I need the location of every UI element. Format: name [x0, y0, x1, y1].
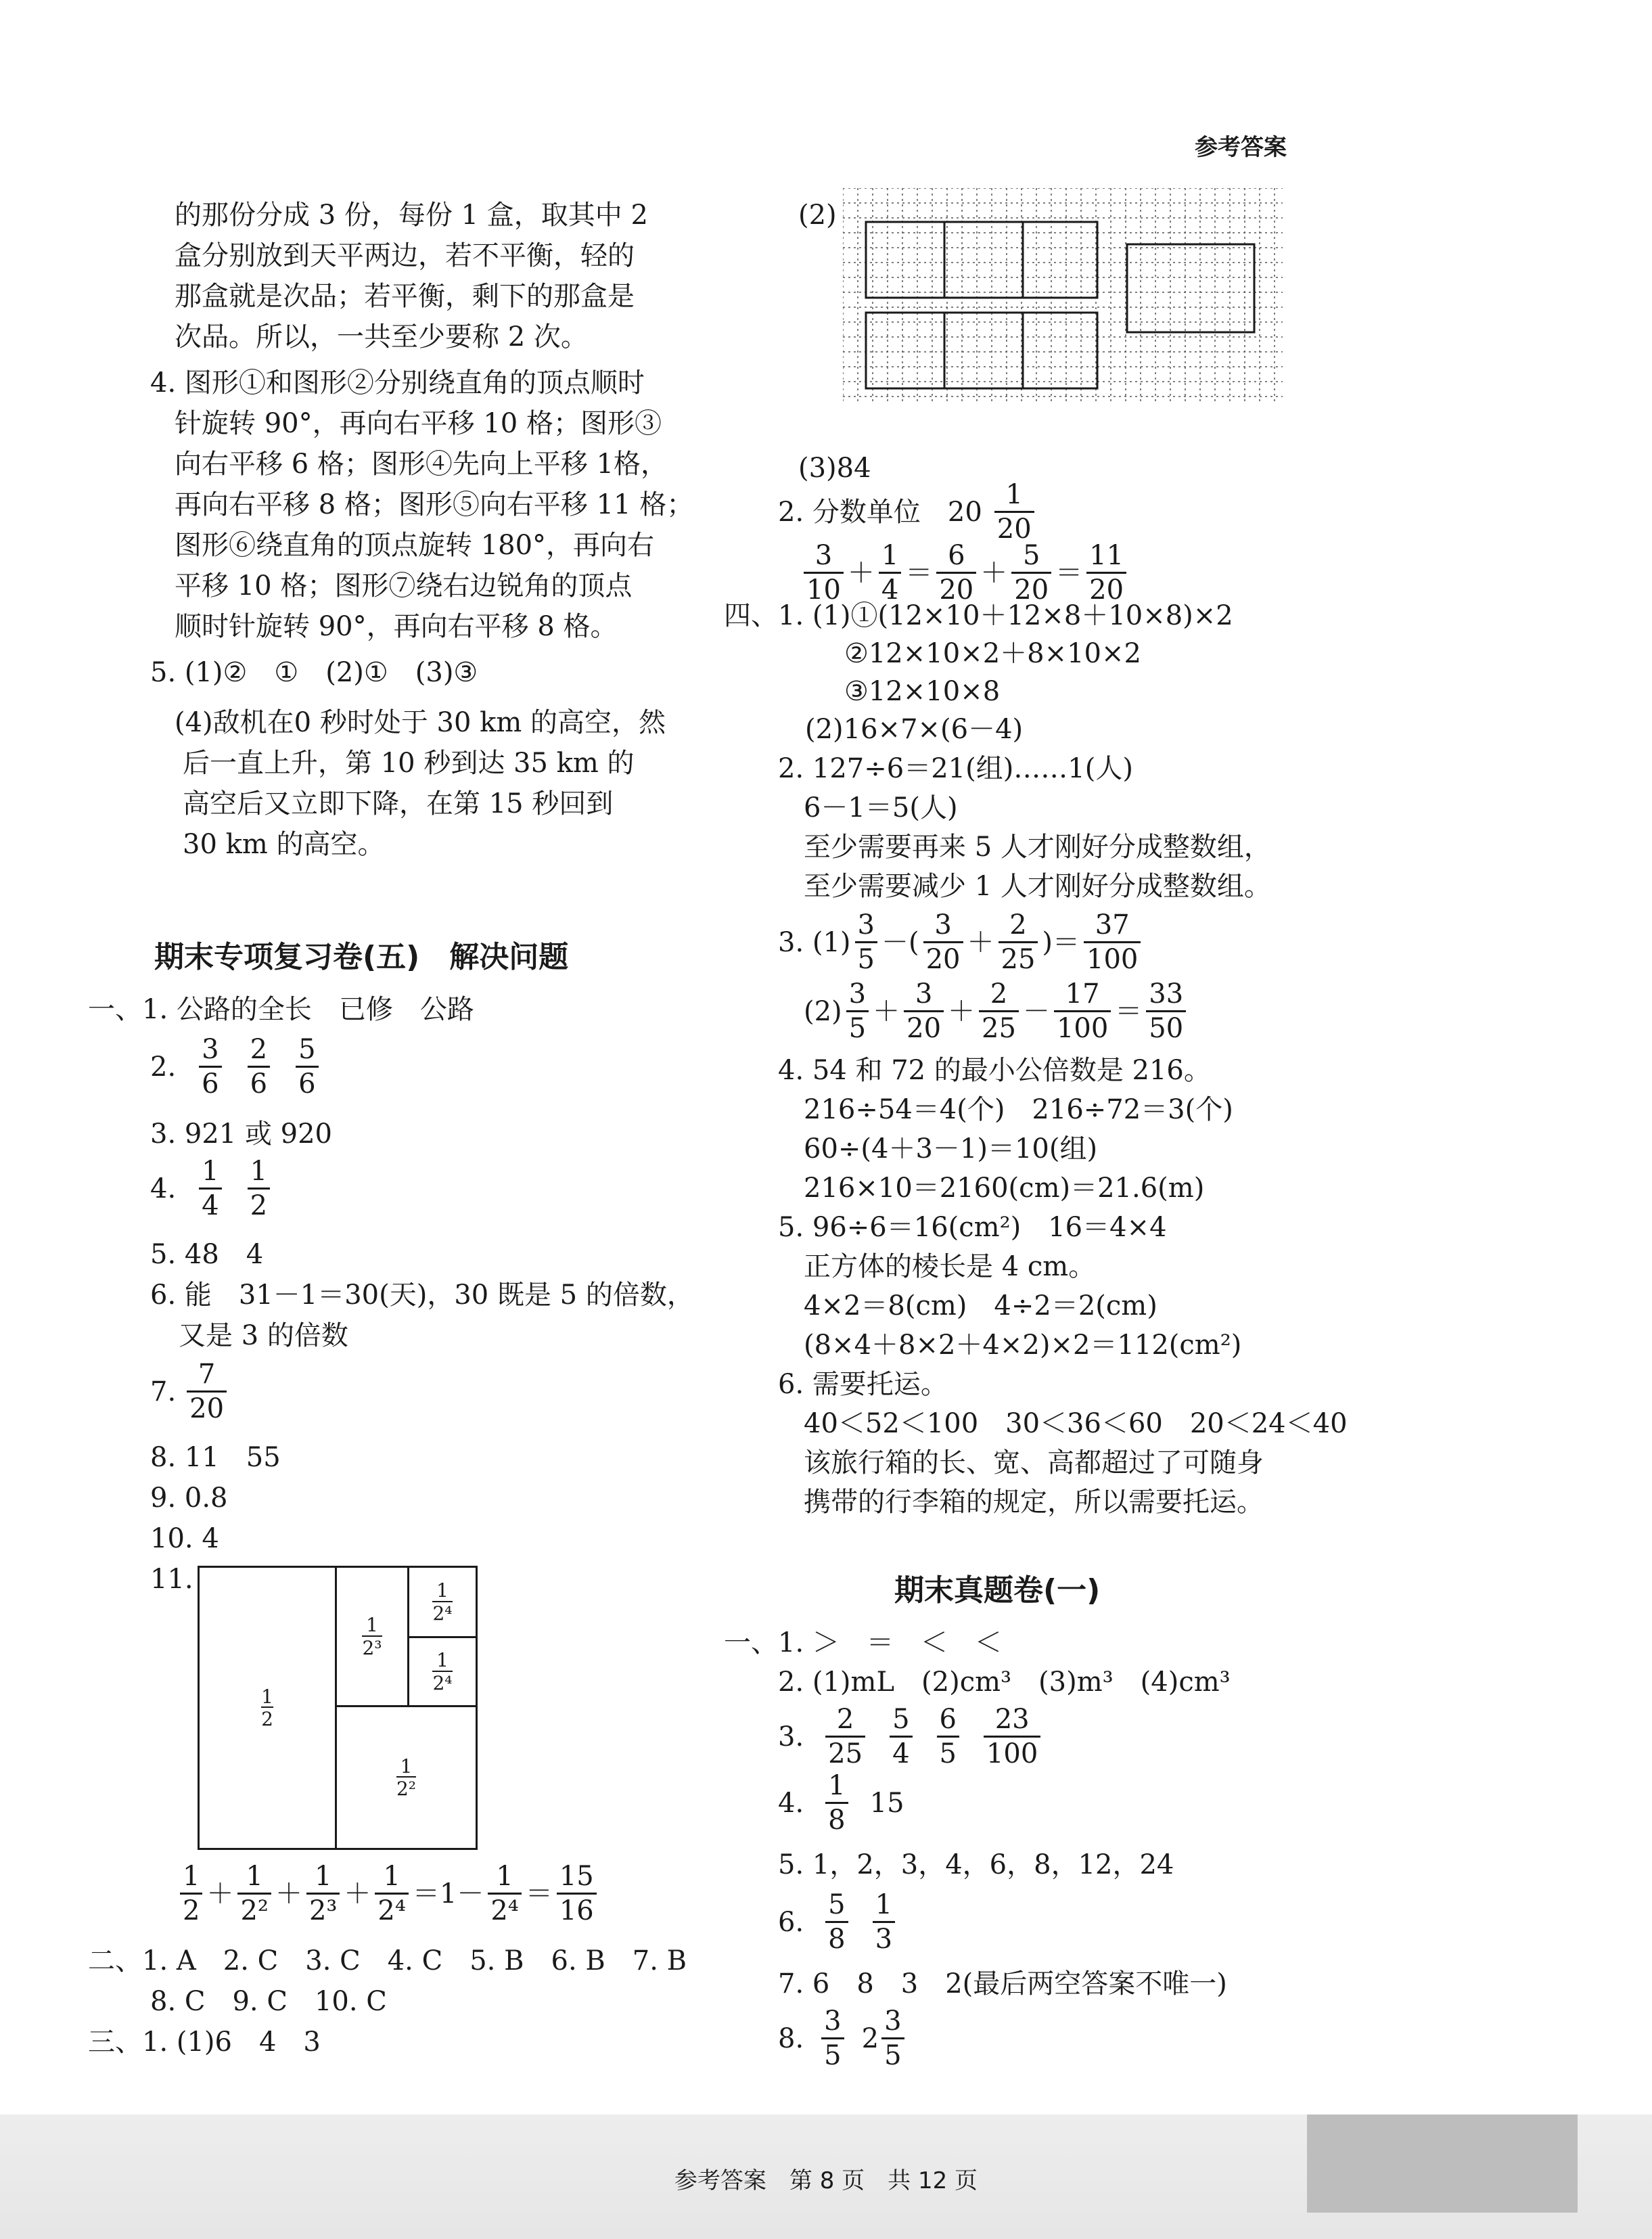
- fraction-denominator: 25: [979, 1010, 1019, 1043]
- fraction-numerator: 3: [857, 909, 875, 941]
- left-q5-4-2: 后一直上升，第 10 秒到达 35 km 的: [183, 748, 635, 779]
- left-s1-11-label: 11.: [150, 1564, 193, 1595]
- left-s1-8: 8. 11 55: [150, 1442, 281, 1473]
- right-s4-2c: 至少需要再来 5 人才刚好分成整数组，: [804, 832, 1271, 863]
- fraction-denominator: 10: [804, 572, 844, 604]
- cell-half: [198, 1566, 337, 1850]
- left-q5: 5. (1)② ① (2)① (3)③: [150, 657, 478, 688]
- left-s1-10: 10. 4: [150, 1523, 219, 1554]
- fraction-denominator: 3: [873, 1921, 895, 1953]
- fraction-numerator: 5: [892, 1704, 910, 1735]
- operator: )＝: [1042, 926, 1080, 958]
- left-p1-4: 次品。所以，一共至少要称 2 次。: [175, 321, 588, 353]
- fraction-numerator: 1: [875, 1889, 893, 1920]
- right-s4-5a: 5. 96÷6＝16(cm²) 16＝4×4: [778, 1212, 1167, 1243]
- fraction-numerator: 23: [994, 1704, 1030, 1735]
- fraction-numerator: 6: [948, 540, 965, 571]
- fraction-denominator: 16: [557, 1893, 597, 1925]
- grid-rect-2: [1023, 222, 1097, 298]
- fraction-numerator: 2: [836, 1704, 854, 1735]
- left-s1-6b: 又是 3 的倍数: [179, 1320, 348, 1351]
- plus-sign: ＋: [344, 1878, 371, 1909]
- cell-e2-den: 2²: [396, 1778, 417, 1800]
- cell-e4a-num: 1: [436, 1579, 449, 1602]
- fraction-denominator: 2⁴: [488, 1893, 521, 1925]
- left-s3: 三、1. (1)6 4 3: [88, 2027, 321, 2058]
- fraction-denominator: 100: [1054, 1010, 1111, 1043]
- fraction: [855, 911, 877, 974]
- fraction-numerator: 1: [183, 1861, 200, 1892]
- fraction-denominator: 2: [180, 1893, 202, 1925]
- fraction: [825, 1771, 848, 1834]
- fraction-denominator: 50: [1146, 1010, 1186, 1043]
- fraction-numerator: 3: [884, 2006, 902, 2037]
- fraction-numerator: 1: [246, 1861, 263, 1892]
- rotation-grid: [843, 188, 1283, 403]
- fraction-denominator: 4: [879, 572, 901, 604]
- fraction-denominator: 20: [1011, 572, 1051, 604]
- fraction: [248, 1035, 270, 1098]
- fraction-denominator: 20: [904, 1010, 944, 1043]
- fraction-numerator: 3: [814, 540, 833, 571]
- fraction-denominator: 6: [248, 1066, 270, 1098]
- right-t1: 一、1. ＞ ＝ ＜ ＜: [724, 1627, 1002, 1658]
- fraction-denominator: 2: [248, 1188, 270, 1220]
- fraction: [846, 980, 869, 1043]
- fraction: [873, 1891, 895, 1953]
- fraction: [248, 1157, 270, 1220]
- cell-eighth: [335, 1566, 409, 1707]
- plus-sign: ＋: [948, 995, 976, 1027]
- fraction: [984, 1705, 1040, 1768]
- fraction-numerator: 11: [1089, 540, 1124, 571]
- fraction-denominator: 20: [936, 572, 976, 604]
- fraction-numerator: 1: [496, 1861, 513, 1892]
- fraction: [881, 2007, 904, 2070]
- fraction: [1086, 541, 1126, 604]
- fraction: [187, 1360, 227, 1423]
- section-title-right: 期末真题卷(一): [894, 1573, 1101, 1608]
- fraction: [488, 1862, 521, 1925]
- fraction: [879, 541, 901, 604]
- right-t2: 2. (1)mL (2)cm³ (3)m³ (4)cm³: [778, 1667, 1231, 1698]
- mixed-number: [862, 2007, 907, 2070]
- fraction-denominator: 6: [296, 1066, 318, 1098]
- left-s1-1: 一、1. 公路的全长 已修 公路: [88, 994, 474, 1025]
- fraction: [923, 911, 963, 974]
- fraction: [979, 980, 1019, 1043]
- cell-e4b-den: 2⁴: [432, 1671, 453, 1694]
- right-s4-4a: 4. 54 和 72 的最小公倍数是 216。: [778, 1055, 1211, 1086]
- fraction-numerator: 1: [828, 1770, 846, 1801]
- fraction-denominator: 4: [199, 1188, 221, 1220]
- fraction: [825, 1891, 848, 1953]
- fraction-denominator: 5: [881, 2037, 904, 2070]
- t8-label: 8.: [778, 2022, 804, 2054]
- right-s4-3b: [804, 980, 1189, 1043]
- right-s4-3a: [778, 911, 1143, 974]
- left-q4-4: 再向右平移 8 格；图形⑤向右平移 11 格；: [175, 489, 694, 520]
- fraction-denominator: 2⁴: [375, 1893, 408, 1925]
- right-s4-6c: 该旅行箱的长、宽、高都超过了可随身: [804, 1447, 1264, 1478]
- fraction: [890, 1705, 912, 1768]
- fraction-denominator: 20: [994, 511, 1034, 543]
- fraction: [994, 480, 1034, 543]
- fraction: [1011, 541, 1051, 604]
- right-2a-label: 2. 分数单位 20: [778, 496, 982, 528]
- fraction-numerator: 5: [1022, 540, 1040, 571]
- fraction: [821, 2007, 844, 2070]
- right-s4-2a: 2. 127÷6＝21(组)……1(人): [778, 753, 1133, 784]
- right-s4-5d: (8×4＋8×2＋4×2)×2＝112(cm²): [804, 1330, 1242, 1361]
- right-t3: [778, 1705, 1043, 1768]
- left-s1-7: [150, 1360, 229, 1423]
- grid-svg: [843, 188, 1283, 403]
- right-s4-4b: 216÷54＝4(个) 216÷72＝3(个): [804, 1094, 1233, 1125]
- fraction-numerator: 1: [314, 1861, 332, 1892]
- right-s4-1d: (2)16×7×(6－4): [805, 714, 1024, 745]
- operator: ＋: [980, 557, 1008, 589]
- left-s1-5: 5. 48 4: [150, 1239, 264, 1270]
- cell-quarter: [335, 1705, 478, 1850]
- left-q4-3: 向右平移 6 格；图形④先向上平移 1格，: [175, 449, 668, 480]
- left-p1-2: 盒分别放到天平两边，若不平衡，轻的: [175, 240, 635, 271]
- left-q4-7: 顺时针旋转 90°，再向右平移 8 格。: [175, 611, 618, 642]
- plus-sign: ＋: [873, 995, 900, 1027]
- fraction-denominator: 2²: [237, 1893, 271, 1925]
- left-q5-4-1: (4)敌机在0 秒时处于 30 km 的高空，然: [175, 707, 666, 738]
- fraction-denominator: 5: [937, 1736, 959, 1768]
- fraction: [1054, 980, 1111, 1043]
- fraction: [937, 1705, 959, 1768]
- cell-half-den: 2: [261, 1708, 273, 1730]
- fraction-numerator: 17: [1065, 978, 1100, 1010]
- fraction: [237, 1862, 271, 1925]
- s4-3b-label: (2): [804, 995, 842, 1027]
- fraction-numerator: 2: [250, 1034, 268, 1065]
- fraction-denominator: 25: [825, 1736, 865, 1768]
- right-s4-1c: ③12×10×8: [844, 676, 1001, 707]
- s4-3a-label: 3. (1): [778, 926, 851, 958]
- fraction: [804, 541, 844, 604]
- fraction: [306, 1862, 340, 1925]
- fraction-denominator: 20: [923, 941, 963, 974]
- plus-sign: ＋: [275, 1878, 302, 1909]
- minus-sign: －: [1022, 995, 1050, 1027]
- fraction: [375, 1862, 408, 1925]
- grid-rect-5: [1023, 313, 1097, 388]
- right-s4-5c: 4×2＝8(cm) 4÷2＝2(cm): [804, 1290, 1157, 1321]
- right-t7: 7. 6 8 3 2(最后两空答案不唯一): [778, 1968, 1227, 1999]
- fraction-denominator: 6: [199, 1066, 221, 1098]
- fraction: [557, 1862, 597, 1925]
- right-s4-5b: 正方体的棱长是 4 cm。: [804, 1251, 1096, 1282]
- fraction-denominator: 8: [825, 1802, 848, 1834]
- t6-label: 6.: [778, 1906, 804, 1938]
- fraction-denominator: 5: [821, 2037, 844, 2070]
- cell-half-num: 1: [261, 1685, 273, 1708]
- cell-e2-num: 1: [400, 1755, 413, 1778]
- fraction-denominator: 5: [846, 1010, 869, 1043]
- fraction-denominator: 2³: [306, 1893, 340, 1925]
- left-s1-9: 9. 0.8: [150, 1483, 228, 1514]
- left-q4-5: 图形⑥绕直角的顶点旋转 180°，再向右: [175, 530, 655, 561]
- left-s2-2: 8. C 9. C 10. C: [150, 1986, 387, 2017]
- s1-2-label: 2.: [150, 1051, 177, 1083]
- fraction-numerator: 3: [915, 978, 933, 1010]
- fraction-numerator: 2: [1009, 909, 1027, 941]
- left-p1-3: 那盒就是次品；若平衡，剩下的那盒是: [175, 281, 635, 312]
- t4-extra: 15: [869, 1787, 904, 1819]
- fraction-numerator: 2: [990, 978, 1008, 1010]
- left-s1-2: [150, 1035, 321, 1098]
- section-title-left: 期末专项复习卷(五) 解决问题: [154, 940, 569, 974]
- left-q4-1: 4. 图形①和图形②分别绕直角的顶点顺时: [150, 367, 645, 399]
- right-t6: [778, 1891, 898, 1953]
- fraction-denominator: 25: [999, 941, 1038, 974]
- left-s1-11-equation: [177, 1862, 599, 1925]
- fraction-denominator: 5: [855, 941, 877, 974]
- fraction: [904, 980, 944, 1043]
- right-s4-2d: 至少需要减少 1 人才刚好分成整数组。: [804, 871, 1271, 902]
- operator: ＝: [1055, 557, 1083, 589]
- fraction: [999, 911, 1038, 974]
- fraction-numerator: 3: [934, 909, 952, 941]
- fraction-numerator: 3: [824, 2006, 842, 2037]
- left-p1-1: 的那份分成 3 份，每份 1 盒，取其中 2: [175, 200, 648, 231]
- operator: ＝: [905, 557, 933, 589]
- cell-sixteenth-b: [407, 1636, 478, 1707]
- fraction-numerator: 1: [1005, 479, 1023, 510]
- fraction-denominator: 8: [825, 1921, 848, 1953]
- fraction: [825, 1705, 865, 1768]
- right-s4-1a: 四、1. (1)①(12×10＋12×8＋10×8)×2: [724, 600, 1233, 631]
- fraction-denominator: 20: [1086, 572, 1126, 604]
- right-t4: [778, 1771, 904, 1834]
- t4-label: 4.: [778, 1787, 804, 1819]
- equals-sign: ＝: [1115, 995, 1143, 1027]
- equals-sign: ＝: [525, 1878, 553, 1909]
- t3-label: 3.: [778, 1721, 804, 1752]
- fraction-numerator: 7: [198, 1359, 216, 1390]
- fraction-denominator: 4: [890, 1736, 912, 1768]
- left-q4-6: 平移 10 格；图形⑦绕右边锐角的顶点: [175, 570, 633, 602]
- cell-sixteenth-a: [407, 1566, 478, 1638]
- right-s4-6a: 6. 需要托运。: [778, 1369, 948, 1400]
- right-t5: 5. 1，2，3，4，6，8，12，24: [778, 1849, 1174, 1880]
- right-2a: [778, 480, 1037, 543]
- fraction-numerator: 5: [828, 1889, 846, 1920]
- left-s1-3: 3. 921 或 920: [150, 1118, 333, 1150]
- right-q2-label: (2): [798, 200, 837, 231]
- right-s4-4d: 216×10＝2160(cm)＝21.6(m): [804, 1173, 1205, 1204]
- cell-e3-num: 1: [366, 1614, 378, 1637]
- fraction-numerator: 37: [1095, 909, 1130, 941]
- left-q5-4-3: 高空后又立即下降，在第 15 秒回到: [183, 788, 614, 819]
- right-s4-6b: 40＜52＜100 30＜36＜60 20＜24＜40: [804, 1408, 1348, 1439]
- fraction-numerator: 1: [383, 1861, 400, 1892]
- fraction-numerator: 5: [298, 1034, 316, 1065]
- right-2b: [801, 541, 1129, 604]
- right-t8: [778, 2007, 907, 2070]
- fraction-numerator: 15: [559, 1861, 594, 1892]
- right-s4-1b: ②12×10×2＋8×10×2: [844, 638, 1141, 669]
- fraction-numerator: 1: [881, 540, 899, 571]
- page-footer-text: 参考答案 第 8 页 共 12 页: [674, 2167, 978, 2194]
- fraction-denominator: 100: [1084, 941, 1141, 974]
- fraction: [1084, 911, 1141, 974]
- left-q4-2: 针旋转 90°，再向右平移 10 格；图形③: [175, 408, 662, 439]
- right-q3: (3)84: [798, 453, 871, 484]
- fraction-numerator: 3: [848, 978, 867, 1010]
- fraction-numerator: 1: [250, 1156, 268, 1187]
- s1-7-label: 7.: [150, 1376, 177, 1407]
- fraction: [1146, 980, 1186, 1043]
- fraction: [936, 541, 976, 604]
- fraction-denominator: 20: [187, 1390, 227, 1423]
- left-s1-6a: 6. 能 31－1＝30(天)，30 既是 5 的倍数，: [150, 1280, 694, 1311]
- fraction-denominator: 100: [984, 1736, 1040, 1768]
- left-s2-1: 二、1. A 2. C 3. C 4. C 5. B 6. B 7. B: [88, 1945, 687, 1976]
- equation-mid: ＝1－: [412, 1878, 484, 1909]
- operator: ＋: [847, 557, 875, 589]
- fraction: [199, 1035, 221, 1098]
- left-q5-4-4: 30 km 的高空。: [183, 829, 385, 860]
- cell-e3-den: 2³: [362, 1636, 382, 1659]
- mixed-whole: 2: [861, 2022, 879, 2054]
- right-s4-2b: 6－1＝5(人): [804, 792, 958, 823]
- fraction: [180, 1862, 202, 1925]
- fraction: [296, 1035, 318, 1098]
- operator: ＋: [967, 926, 994, 958]
- operator: －(: [881, 926, 919, 958]
- fraction-numerator: 33: [1149, 978, 1184, 1010]
- right-s4-4c: 60÷(4＋3－1)＝10(组): [804, 1133, 1098, 1164]
- fraction: [199, 1157, 221, 1220]
- left-s1-4: [150, 1157, 273, 1220]
- s1-4-label: 4.: [150, 1173, 177, 1204]
- right-s4-6d: 携带的行李箱的规定，所以需要托运。: [804, 1487, 1264, 1518]
- header-label: 参考答案: [1195, 134, 1287, 161]
- fraction-numerator: 6: [939, 1704, 957, 1735]
- cell-e4b-num: 1: [436, 1649, 449, 1672]
- cell-e4a-den: 2⁴: [432, 1602, 453, 1625]
- fraction-numerator: 1: [202, 1156, 219, 1187]
- fraction-numerator: 3: [202, 1034, 219, 1065]
- plus-sign: ＋: [206, 1878, 234, 1909]
- grid-rect-3: [1127, 244, 1254, 332]
